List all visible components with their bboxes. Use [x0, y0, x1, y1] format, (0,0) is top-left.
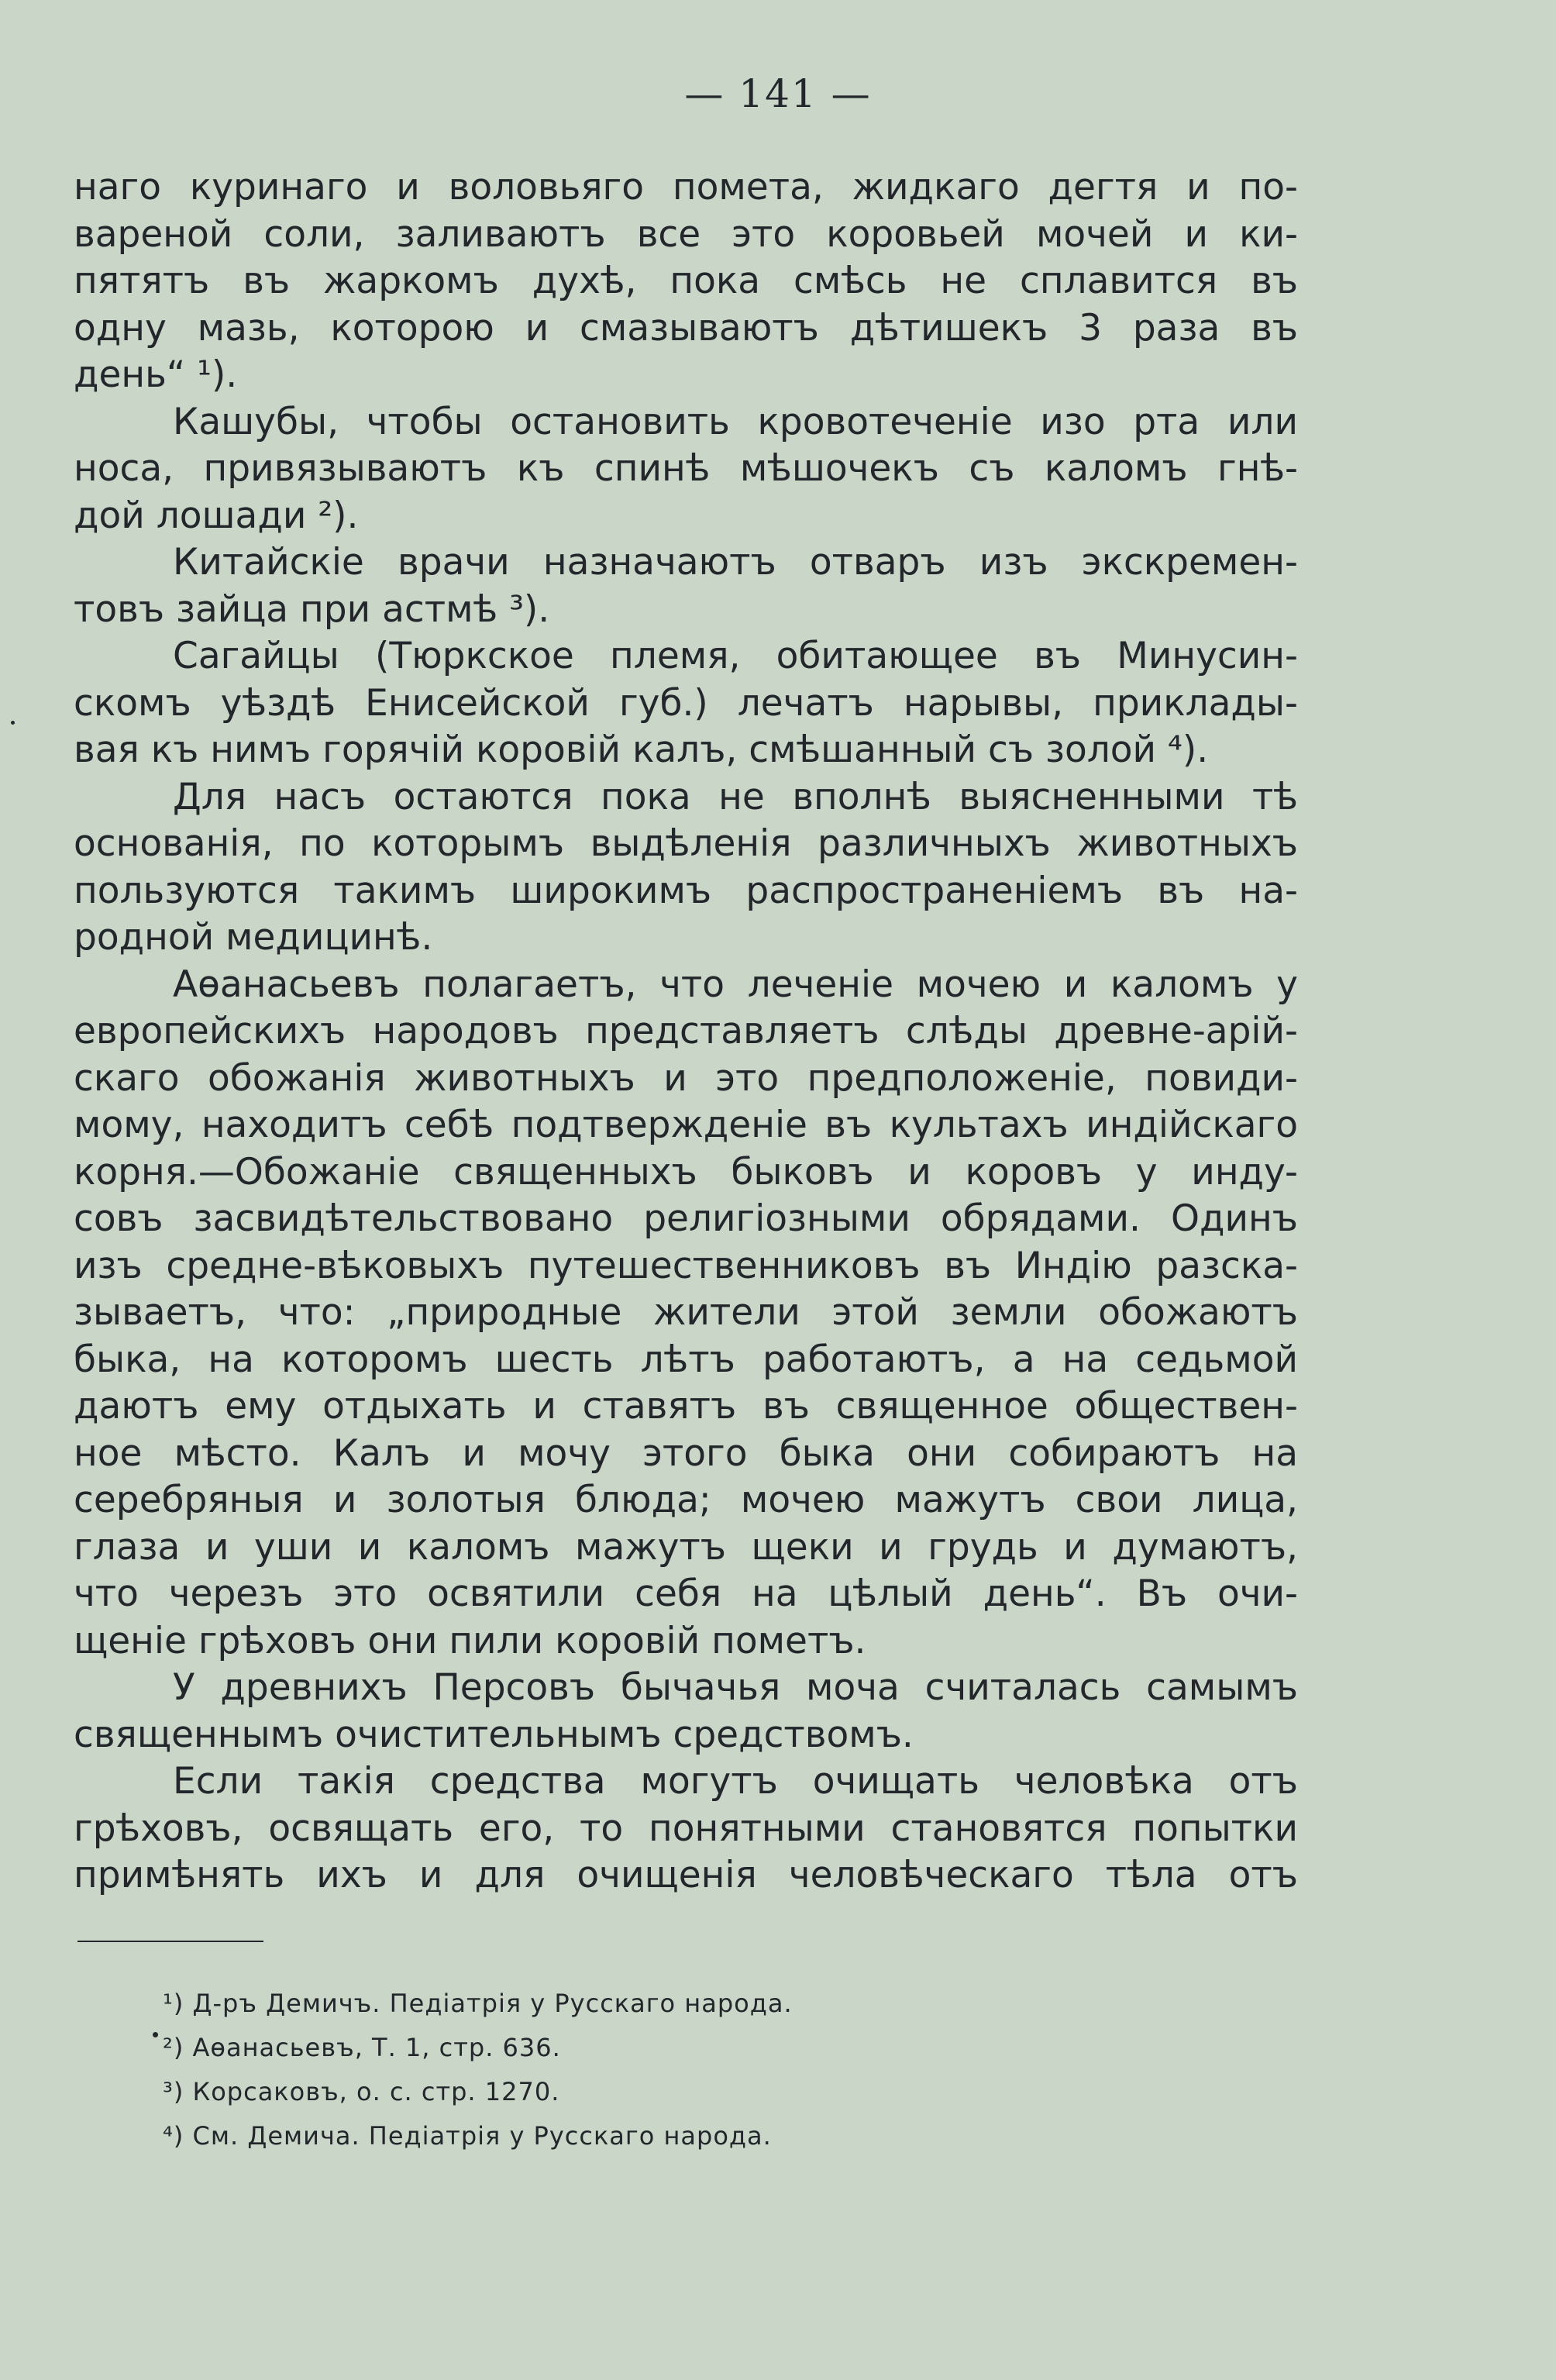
text-line: Для насъ остаются пока не вполнѣ выясненными тѣ — [173, 775, 1298, 818]
footnote: ³) Корсаковъ, о. с. стр. 1270. — [163, 2077, 560, 2106]
footnote-divider — [77, 1941, 263, 1942]
footnote: ⁴) См. Демича. Педіатрія у Русскаго народа. — [163, 2121, 772, 2151]
text-line: пользуются такимъ широкимъ распространеніемъ въ на- — [74, 869, 1298, 912]
page-number: — 141 — — [684, 71, 872, 116]
body-text — [74, 164, 1298, 1900]
text-line: день“ ¹). — [74, 353, 238, 396]
text-line: вареной соли, заливаютъ все это коровьей мочей и ки- — [74, 212, 1298, 256]
text-line: даютъ ему отдыхать и ставятъ въ священное обществен- — [74, 1385, 1298, 1428]
margin-speck — [153, 2032, 158, 2037]
text-line: что черезъ это освятили себя на цѣлый день“. Въ очи- — [74, 1572, 1298, 1615]
text-line: Сагайцы (Тюркское племя, обитающее въ Минусин- — [173, 635, 1298, 677]
text-line: скаго обожанія животныхъ и это предположеніе, повиди- — [74, 1056, 1298, 1100]
text-line: европейскихъ народовъ представляетъ слѣды древне-арій- — [74, 1010, 1298, 1052]
text-line: священнымъ очистительнымъ средствомъ. — [74, 1713, 914, 1756]
text-line: изъ средне-вѣковыхъ путешественниковъ въ Индію разска- — [74, 1244, 1298, 1287]
text-line: примѣнять ихъ и для очищенія человѣческаго тѣла отъ — [74, 1854, 1298, 1896]
text-line: У древнихъ Персовъ бычачья моча считалась самымъ — [173, 1666, 1298, 1709]
text-line: Кашубы, чтобы остановить кровотеченіе изо рта или — [173, 400, 1298, 443]
text-line: пятятъ въ жаркомъ духѣ, пока смѣсь не сплавится въ — [74, 260, 1298, 302]
text-line: корня.—Обожаніе священныхъ быковъ и коровъ у индy- — [74, 1150, 1298, 1193]
text-line: одну мазь, которою и смазываютъ дѣтишекъ 3 раза въ — [74, 306, 1298, 350]
footnotes — [163, 1982, 1248, 2158]
footnote: ¹) Д-ръ Демичъ. Педіатрія у Русскаго народа. — [163, 1989, 793, 2018]
text-line: носа, привязываютъ къ спинѣ мѣшочекъ съ каломъ гнѣ- — [74, 447, 1298, 490]
text-line: серебряныя и золотыя блюда; мочею мажутъ свои лица, — [74, 1479, 1298, 1521]
text-line: основанія, по которымъ выдѣленія различныхъ животныхъ — [74, 822, 1298, 865]
text-line: грѣховъ, освящать его, то понятными становятся попытки — [74, 1807, 1298, 1850]
text-line: скомъ уѣздѣ Енисейской губ.) лечатъ нарывы, приклады- — [74, 681, 1298, 725]
text-line: щеніе грѣховъ они пили коровій пометъ. — [74, 1619, 866, 1662]
text-line: мому, находитъ себѣ подтвержденіе въ культахъ индійскаго — [74, 1104, 1298, 1146]
text-line: совъ засвидѣтельствовано религіозными обрядами. Одинъ — [74, 1197, 1298, 1240]
margin-speck — [11, 721, 15, 725]
footnote: ²) Аѳанасьевъ, Т. 1, стр. 636. — [163, 2033, 561, 2062]
text-line: товъ зайца при астмѣ ³). — [74, 587, 550, 631]
text-line: вая къ нимъ горячій коровій калъ, смѣшанный съ золой ⁴). — [74, 728, 1209, 771]
text-line: Аѳанасьевъ полагаетъ, что леченіе мочею и каломъ у — [173, 963, 1298, 1006]
text-line: глаза и уши и каломъ мажутъ щеки и грудь и думаютъ, — [74, 1525, 1298, 1569]
text-line: ное мѣсто. Калъ и мочу этого быка они собираютъ на — [74, 1431, 1298, 1475]
text-line: родной медицинѣ. — [74, 916, 433, 959]
text-line: быка, на которомъ шесть лѣтъ работаютъ, а на седьмой — [74, 1338, 1298, 1381]
text-line: дой лошади ²). — [74, 494, 359, 537]
text-line: наго куринаго и воловьяго помета, жидкаго дегтя и по- — [74, 166, 1298, 208]
text-line: Если такія средства могутъ очищать человѣка отъ — [173, 1760, 1298, 1803]
text-line: Китайскіе врачи назначаютъ отваръ изъ экскремен- — [173, 541, 1298, 584]
text-line: зываетъ, что: „природные жители этой земли обожаютъ — [74, 1291, 1298, 1334]
